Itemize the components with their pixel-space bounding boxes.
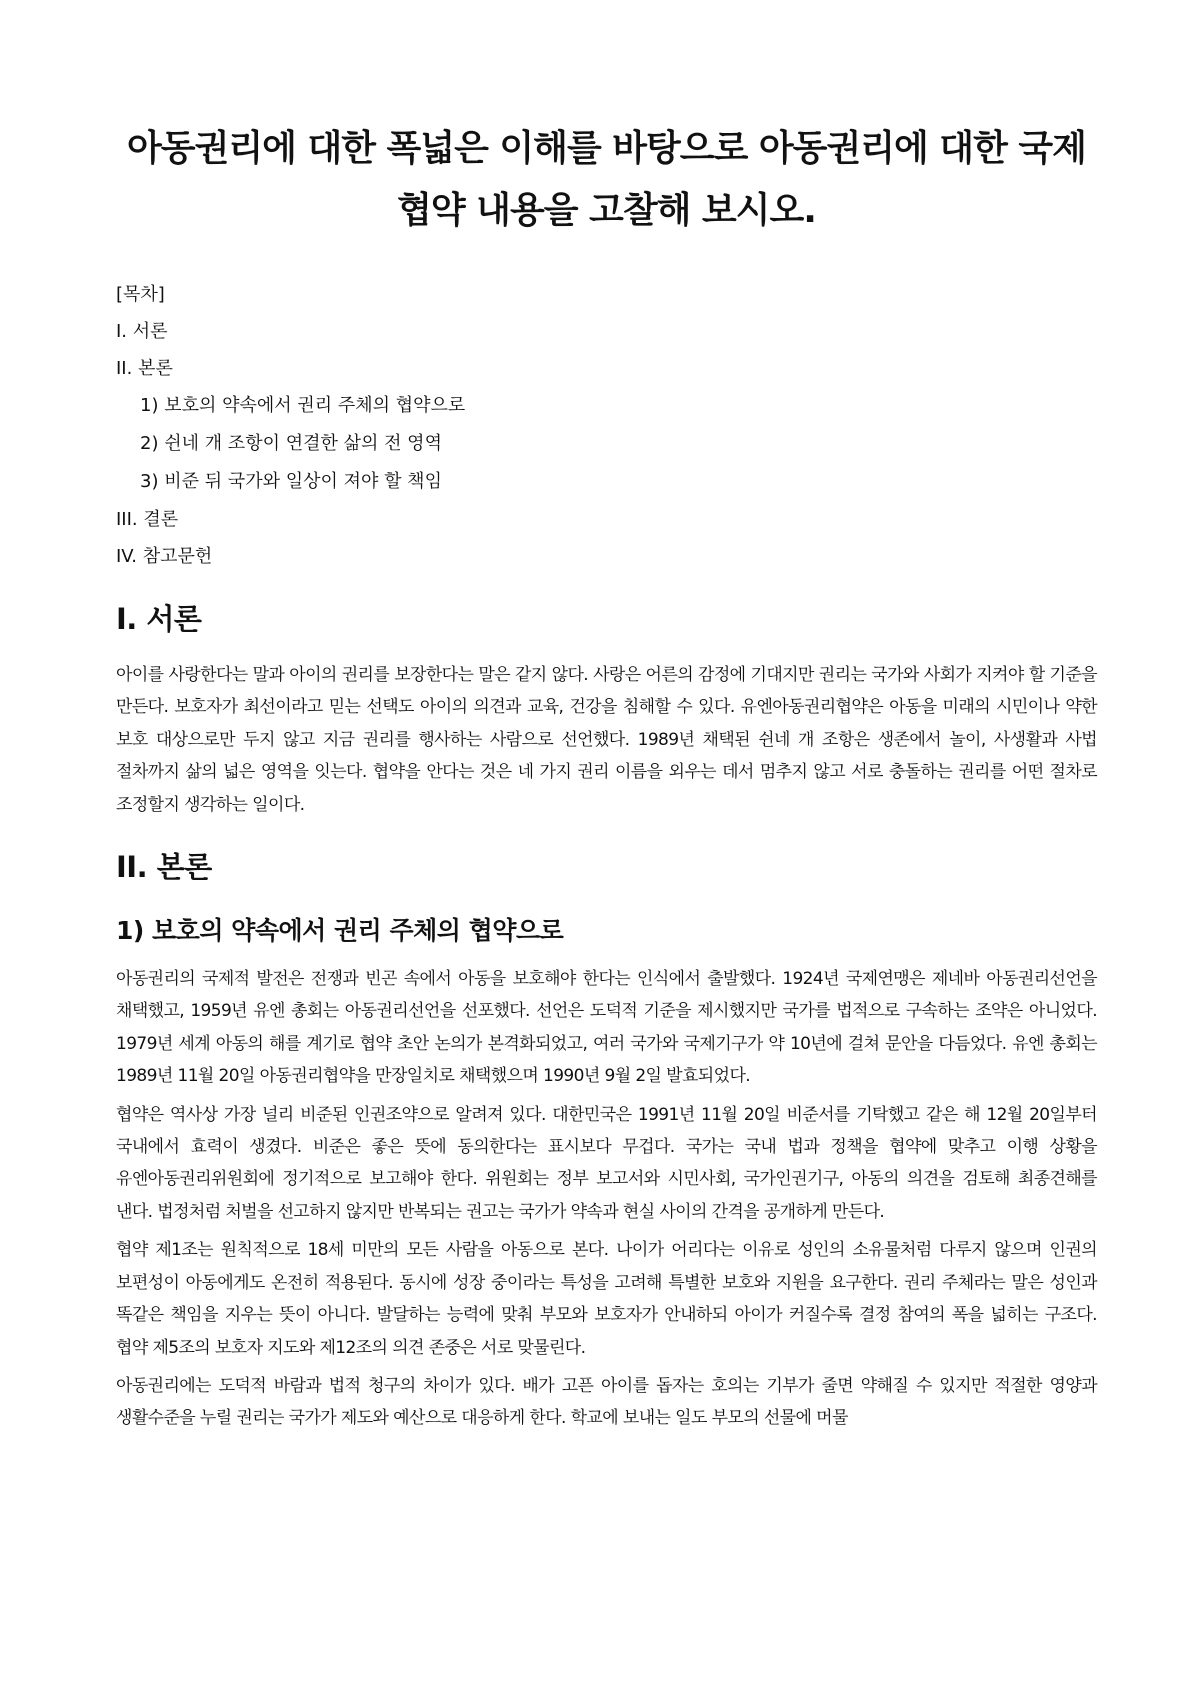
toc-item-introduction: I. 서론: [116, 321, 168, 342]
subsection-heading-1: 1) 보호의 약속에서 권리 주체의 협약으로: [116, 916, 564, 946]
toc-item-references: IV. 참고문헌: [116, 546, 213, 567]
body-paragraph: 협약은 역사상 가장 널리 비준된 인권조약으로 알려져 있다. 대한민국은 1991년 11월 20일 비준서를 기탁했고 같은 해 12월 20일부터 국내에서 효력이 생겼다. 비준은 좋은 뜻에 동의한다는 표시보다 무겁다. 국가는 국내 법과 정책을 협약에 맞추고 이행 상황을 유엔아동권리위원회에 정기적으로 보고해야 한다. 위원회는 정부 보고서와 시민사회, 국가인권기구, 아동의 의견을 검토해 최종견해를 낸다. 법정처럼 처벌을 선고하지 않지만 반복되는 권고는 국가가 약속과 현실 사이의 간격을 공개하게 만든다.: [116, 1104, 1097, 1222]
introduction-paragraph: 아이를 사랑한다는 말과 아이의 권리를 보장한다는 말은 같지 않다. 사랑은 어른의 감정에 기대지만 권리는 국가와 사회가 지켜야 할 기준을 만든다. 보호자가 최선이라고 믿는 선택도 아이의 의견과 교육, 건강을 침해할 수 있다. 유엔아동권리협약은 아동을 미래의 시민이나 약한 보호 대상으로만 두지 않고 지금 권리를 행사하는 사람으로 선언했다. 1989년 채택된 쉰네 개 조항은 생존에서 놀이, 사생활과 사법 절차까지 삶의 넓은 영역을 잇는다. 협약을 안다는 것은 네 가지 권리 이름을 외우는 데서 멈추지 않고 서로 충돌하는 권리를 어떤 절차로 조정할지 생각하는 일이다.: [116, 665, 1097, 815]
body-paragraph: 아동권리의 국제적 발전은 전쟁과 빈곤 속에서 아동을 보호해야 한다는 인식에서 출발했다. 1924년 국제연맹은 제네바 아동권리선언을 채택했고, 1959년 유엔 총회는 아동권리선언을 선포했다. 선언은 도덕적 기준을 제시했지만 국가를 법적으로 구속하는 조약은 아니었다. 1979년 세계 아동의 해를 계기로 협약 초안 논의가 본격화되었고, 여러 국가와 국제기구가 약 10년에 걸쳐 문안을 다듬었다. 유엔 총회는 1989년 11월 20일 아동권리협약을 만장일치로 채택했으며 1990년 9월 2일 발효되었다.: [116, 969, 1097, 1087]
toc-item-conclusion: III. 결론: [116, 509, 179, 530]
table-of-contents: [116, 276, 1097, 575]
toc-subitem-3: 3) 비준 뒤 국가와 일상이 져야 할 책임: [140, 471, 442, 492]
body-paragraph: 아동권리에는 도덕적 바람과 법적 청구의 차이가 있다. 배가 고픈 아이를 돕자는 호의는 기부가 줄면 약해질 수 있지만 적절한 영양과 생활수준을 누릴 권리는 국가가 제도와 예산으로 대응하게 한다. 학교에 보내는 일도 부모의 선물에 머물: [116, 1375, 1097, 1429]
section-heading-main-body: II. 본론: [116, 850, 212, 885]
document-title-line-1: 아동권리에 대한 폭넓은 이해를 바탕으로 아동권리에 대한 국제: [127, 128, 1086, 169]
document-title: [116, 118, 1097, 242]
body-paragraph: 협약 제1조는 원칙적으로 18세 미만의 모든 사람을 아동으로 본다. 나이가 어리다는 이유로 성인의 소유물처럼 다루지 않으며 인권의 보편성이 아동에게도 온전히 적용된다. 동시에 성장 중이라는 특성을 고려해 특별한 보호와 지원을 요구한다. 권리 주체라는 말은 성인과 똑같은 책임을 지우는 뜻이 아니다. 발달하는 능력에 맞춰 부모와 보호자가 안내하되 아이가 커질수록 결정 참여의 폭을 넓히는 구조다. 협약 제5조의 보호자 지도와 제12조의 의견 존중은 서로 맞물린다.: [116, 1240, 1097, 1358]
toc-subitem-1: 1) 보호의 약속에서 권리 주체의 협약으로: [140, 395, 466, 416]
toc-heading: [목차]: [116, 284, 165, 305]
toc-subitem-2: 2) 쉰네 개 조항이 연결한 삶의 전 영역: [140, 433, 442, 454]
section-heading-introduction: I. 서론: [116, 602, 202, 636]
document-title-line-2: 협약 내용을 고찰해 보시오.: [397, 190, 816, 231]
toc-item-main-body: II. 본론: [116, 358, 173, 379]
